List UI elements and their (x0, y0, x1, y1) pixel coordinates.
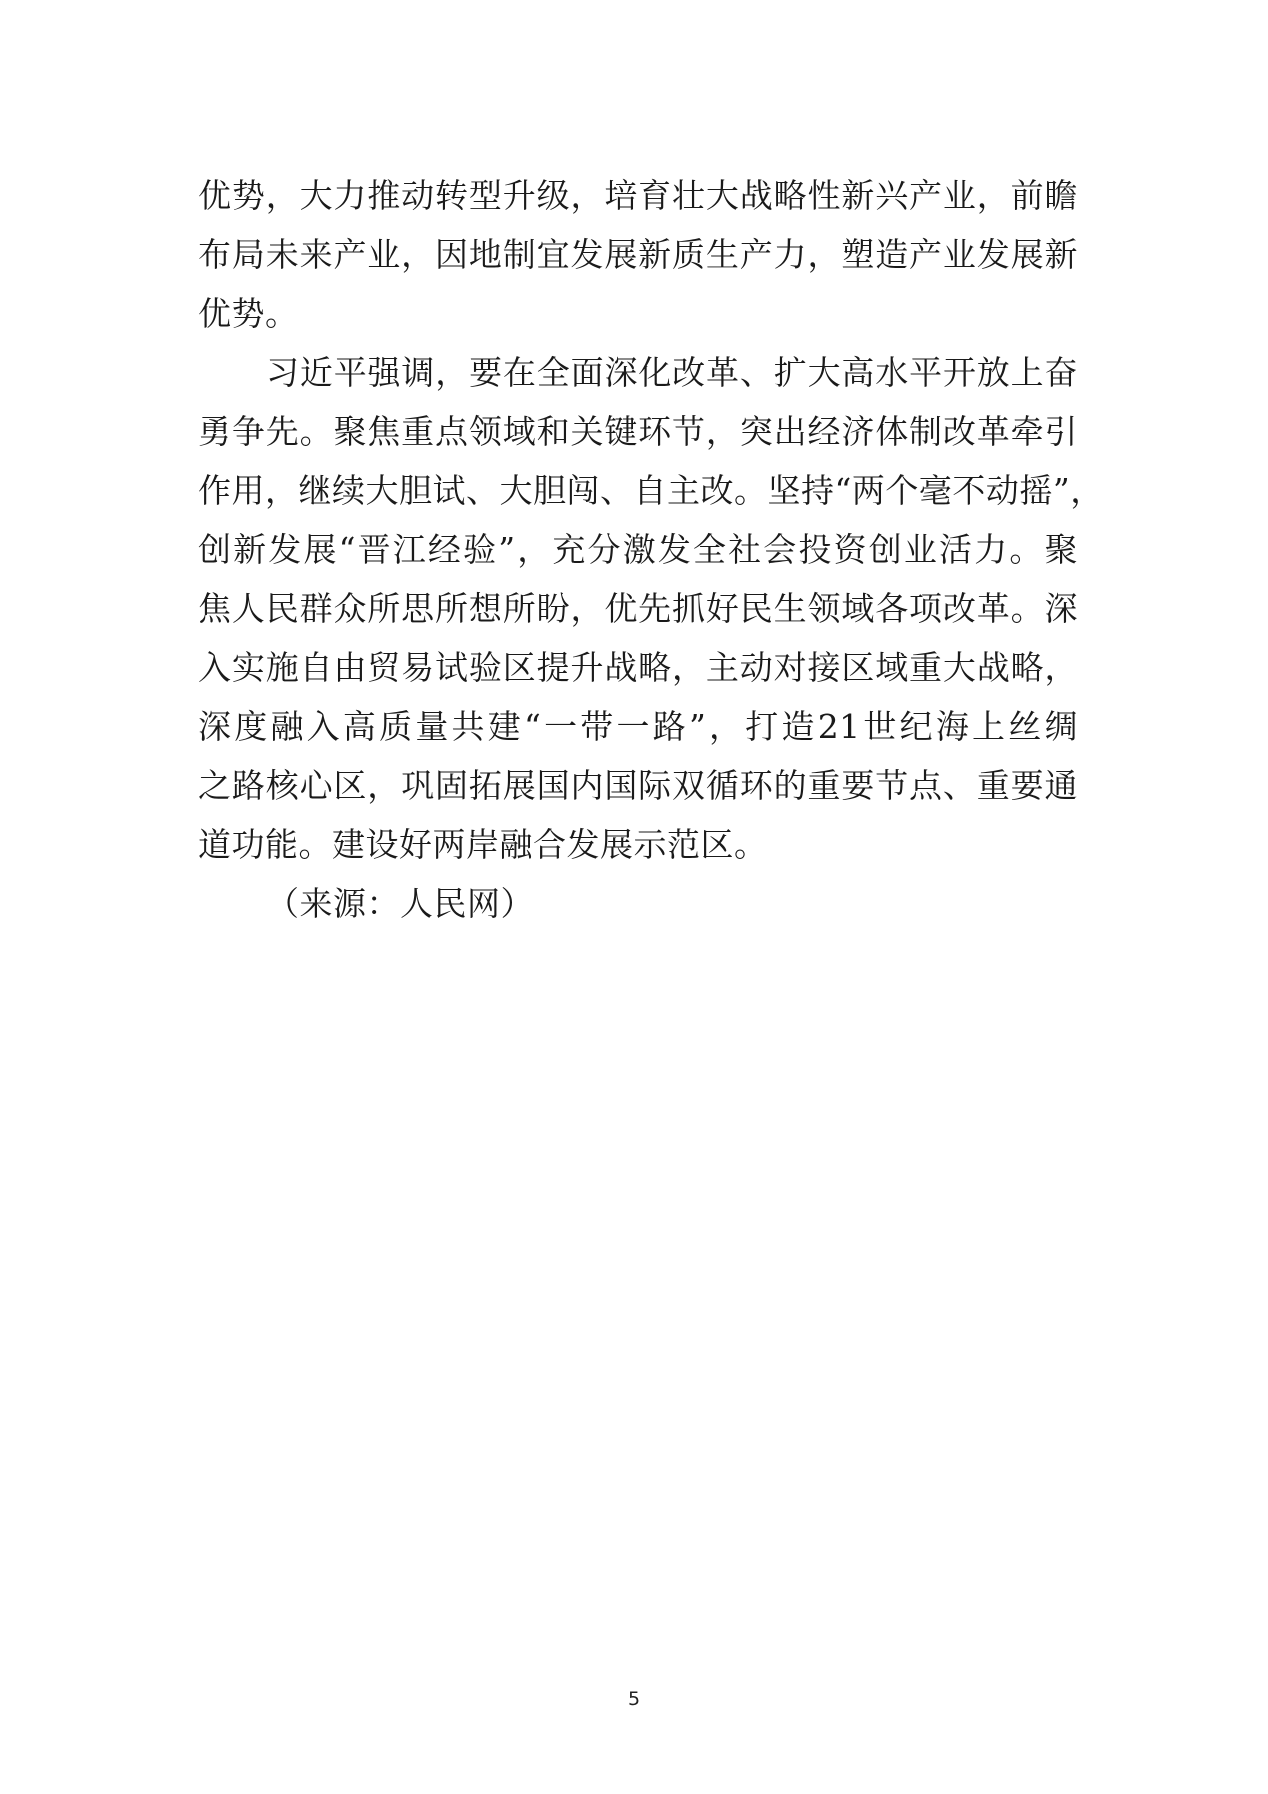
paragraph-line: 深度融入高质量共建“一带一路”，打造21世纪海上丝绸 (198, 707, 1078, 746)
body-text (198, 166, 1104, 933)
paragraph-line: 勇争先。聚焦重点领域和关键环节，突出经济体制改革牵引 (198, 412, 1078, 451)
paragraph-line: 道功能。建设好两岸融合发展示范区。 (198, 825, 768, 864)
paragraph-line: 布局未来产业，因地制宜发展新质生产力，塑造产业发展新 (198, 235, 1078, 274)
page-number: 5 (627, 1688, 641, 1710)
paragraph-line: 作用，继续大胆试、大胆闯、自主改。坚持“两个毫不动摇”， (198, 471, 1104, 510)
paragraph-line: 习近平强调，要在全面深化改革、扩大高水平开放上奋 (266, 353, 1078, 392)
paragraph-line: 入实施自由贸易试验区提升战略，主动对接区域重大战略， (198, 648, 1078, 687)
paragraph-line: 焦人民群众所思所想所盼，优先抓好民生领域各项改革。深 (198, 589, 1078, 628)
paragraph-line: 优势。 (198, 294, 299, 333)
source-attribution: （来源：人民网） (266, 884, 534, 923)
paragraph-line: 创新发展“晋江经验”，充分激发全社会投资创业活力。聚 (198, 530, 1078, 569)
paragraph-line: 之路核心区，巩固拓展国内国际双循环的重要节点、重要通 (198, 766, 1078, 805)
paragraph-line: 优势，大力推动转型升级，培育壮大战略性新兴产业，前瞻 (198, 176, 1078, 215)
